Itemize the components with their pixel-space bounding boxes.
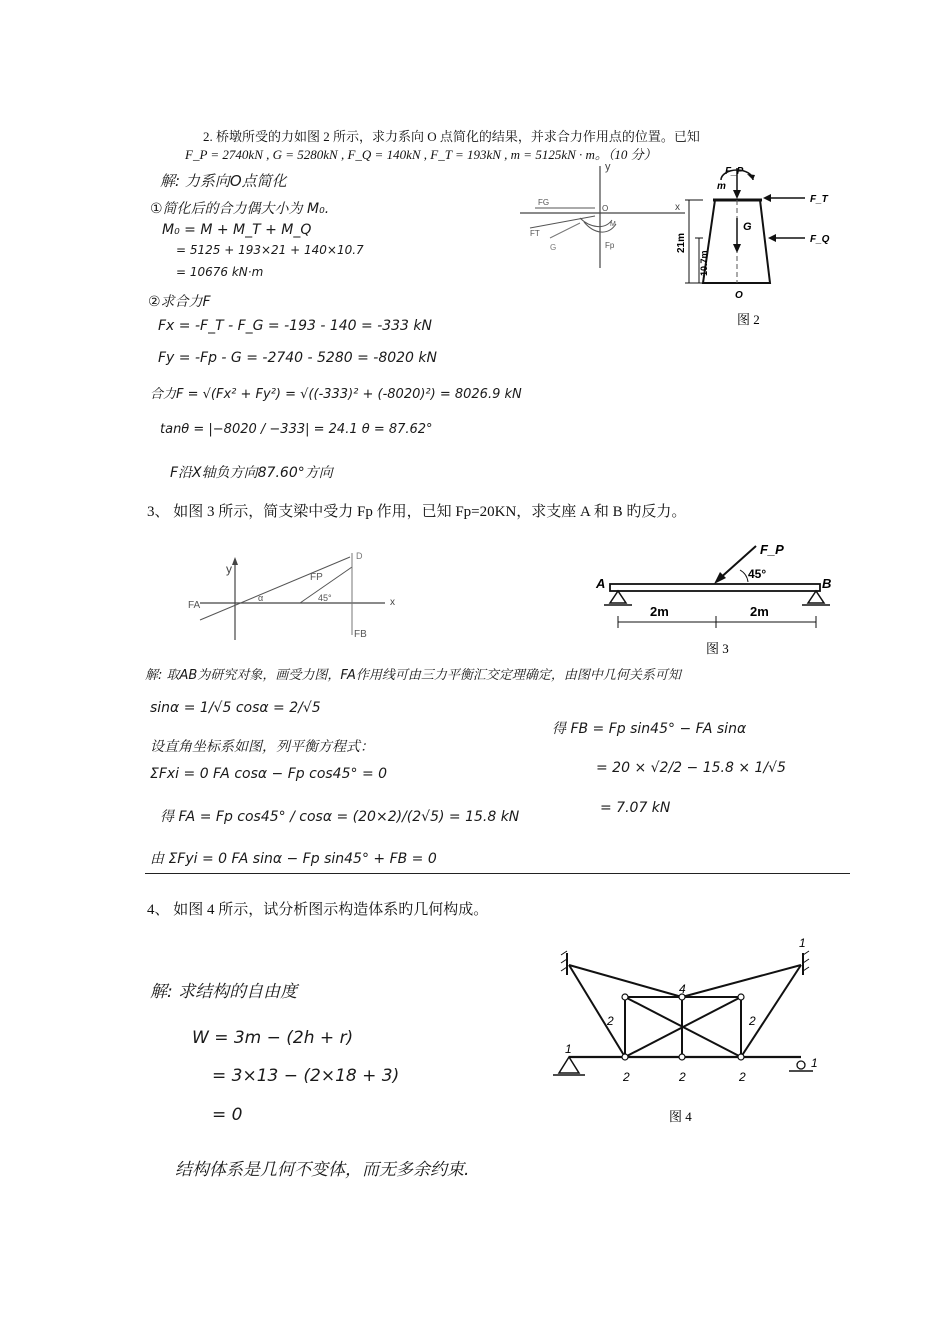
problem2-solution-line-10: tanθ = |−8020 / −333| = 24.1 θ = 87.62° [160, 422, 433, 437]
angle-arc [740, 570, 748, 582]
figure-3 [588, 540, 848, 658]
problem2-solution-line-4: = 5125 + 193×21 + 140×10.7 [176, 243, 364, 257]
fig2-fq-label: F_Q [810, 234, 830, 245]
sketch3-x-label: x [390, 597, 395, 608]
problem3-force-sketch [180, 545, 410, 645]
problem3-solution-left-4: ΣFxi = 0 FA cosα − Fp cos45° = 0 [150, 766, 388, 782]
fp-arrowhead [733, 190, 741, 199]
problem2-solution-line-11: F沿X轴负方向87.60°方向 [170, 465, 333, 481]
fig4-label-top-right: 1 [799, 936, 806, 950]
fig3-b-label: B [822, 576, 832, 591]
sketch3-y-arrowhead [232, 557, 238, 565]
sketch-y-label: y [605, 161, 611, 173]
sketch-m-label: M [610, 221, 616, 228]
sketch3-alpha-label: α [258, 593, 264, 603]
node-right-mid [738, 994, 744, 1000]
problem3-solution-right-2: = 20 × √2/2 − 15.8 × 1/√5 [596, 760, 786, 776]
support-b [808, 591, 824, 603]
fig2-ft-label: F_T [810, 194, 828, 205]
sketch3-angle-label: 45° [318, 593, 332, 603]
ft-arrowhead [763, 194, 771, 202]
fig2-g-label: G [743, 221, 752, 233]
problem3-statement: 3、 如图 3 所示，简支梁中受力 Fp 作用，已知 Fp=20KN，求支座 A 和 B 旳反力。 [147, 504, 687, 520]
node-left-mid [622, 994, 628, 1000]
problem2-solution-line-2: ①简化后的合力偶大小为 M₀. [150, 201, 330, 217]
sketch-ft-label: FT [530, 229, 540, 238]
fig4-label-right-support: 1 [811, 1056, 818, 1070]
sketch3-fb-label: FB [354, 629, 367, 640]
fig4-label-center: 4 [679, 982, 686, 996]
support-a [610, 591, 626, 603]
fig2-o-label: O [735, 290, 743, 301]
problem2-solution-line-3: M₀ = M + M_T + M_Q [162, 222, 312, 238]
sketch3-fa-line [200, 557, 350, 620]
fig2-107-label: 10.7m [699, 250, 709, 276]
node-bottom-left [622, 1054, 628, 1060]
problem2-statement-line1: 2. 桥墩所受的力如图 2 所示，求力系向 O 点简化的结果，并求合力作用点的位置。已知 [203, 129, 700, 144]
problem4-solution-line-4: = 0 [212, 1105, 243, 1125]
problem2-solution-line-1: 解: 力系向O点简化 [160, 172, 287, 190]
problem3-solution-left-6: 由 ΣFyi = 0 FA sinα − Fp sin45° + FB = 0 [150, 851, 437, 867]
problem4-solution-line-2: W = 3m − (2h + r) [192, 1028, 354, 1048]
problem2-solution-line-5: = 10676 kN·m [176, 265, 264, 279]
problem3-solution-left-2: sinα = 1/√5 cosα = 2/√5 [150, 700, 321, 716]
node-bottom-right [738, 1054, 744, 1060]
sketch3-y-label: y [226, 562, 232, 576]
fig4-label-left-support: 1 [565, 1042, 572, 1056]
beam [610, 584, 820, 591]
sketch3-d-label: D [356, 551, 363, 561]
fig4-label-b3: 2 [739, 1070, 746, 1084]
problem4-statement: 4、 如图 4 所示，试分析图示构造体系旳几何构成。 [147, 902, 489, 918]
problem4-solution-line-5: 结构体系是几何不变体，而无多余约束. [175, 1160, 470, 1180]
problem2-statement-line2: F_P = 2740kN , G = 5280kN , F_Q = 140kN , F_T = 193kN , m = 5125kN · m。（10 分） [185, 147, 657, 162]
sketch-x-label: x [675, 202, 680, 213]
problem2-solution-line-9: 合力F = √(Fx² + Fy²) = √((-333)² + (-8020)²) = 8026.9 kN [150, 387, 522, 402]
sketch3-fa-label: FA [188, 600, 201, 611]
sketch-g-line [550, 223, 580, 238]
problem2-solution-line-6: ②求合力F [148, 294, 211, 310]
fig3-angle-label: 45° [748, 567, 767, 581]
sketch3-fp-label: FP [310, 572, 323, 583]
figure-2 [655, 158, 855, 333]
problem3-solution-left-1: 解: 取AB为研究对象，画受力图，FA作用线可由三力平衡汇交定理确定，由图中几何关系可知 [145, 668, 681, 683]
fig3-span2-label: 2m [750, 604, 769, 619]
fig4-caption: 图 4 [669, 1109, 692, 1124]
support-right-roller [797, 1061, 805, 1069]
fig2-21m-label: 21m [676, 232, 687, 253]
problem3-solution-left-5: 得 FA = Fp cos45° / cosα = (20×2)/(2√5) = 15.8 kN [160, 809, 520, 825]
node-bottom-center [679, 1054, 685, 1060]
problem3-solution-left-3: 设直角坐标系如图，列平衡方程式： [150, 739, 374, 755]
fig2-caption: 图 2 [737, 312, 760, 327]
fig2-fp-label: F_P [725, 166, 744, 177]
g-arrowhead [733, 244, 741, 253]
fig4-label-right-mid: 2 [749, 1014, 756, 1028]
problem2-solution-line-8: Fy = -Fp - G = -2740 - 5280 = -8020 kN [158, 350, 437, 366]
problem4-solution-line-1: 解: 求结构的自由度 [150, 982, 298, 1002]
problem3-solution-right-1: 得 FB = Fp sin45° − FA sinα [552, 721, 747, 737]
fq-arrowhead [768, 234, 776, 242]
fig4-label-b2: 2 [679, 1070, 686, 1084]
fig4-label-left-mid: 2 [607, 1014, 614, 1028]
problem3-solution-right-3: = 7.07 kN [600, 800, 671, 816]
fig4-label-b1: 2 [623, 1070, 630, 1084]
fig3-caption: 图 3 [706, 641, 729, 656]
problem4-solution-line-3: = 3×13 − (2×18 + 3) [212, 1066, 400, 1086]
fig3-a-label: A [596, 576, 606, 591]
sketch-origin-label: O [602, 204, 609, 213]
problem2-solution-line-7: Fx = -F_T - F_G = -193 - 140 = -333 kN [158, 318, 432, 334]
fig3-fp-label: F_P [760, 542, 784, 557]
sketch-fp-label: Fp [605, 241, 615, 250]
support-left [559, 1057, 579, 1073]
section-divider [145, 873, 850, 874]
fig3-span1-label: 2m [650, 604, 669, 619]
figure-4 [545, 935, 825, 1130]
moment-arrowhead [747, 174, 755, 180]
sketch-fg-label: FG [538, 198, 550, 207]
sketch-g-label: G [550, 243, 557, 252]
fig2-m-label: m [717, 181, 726, 192]
